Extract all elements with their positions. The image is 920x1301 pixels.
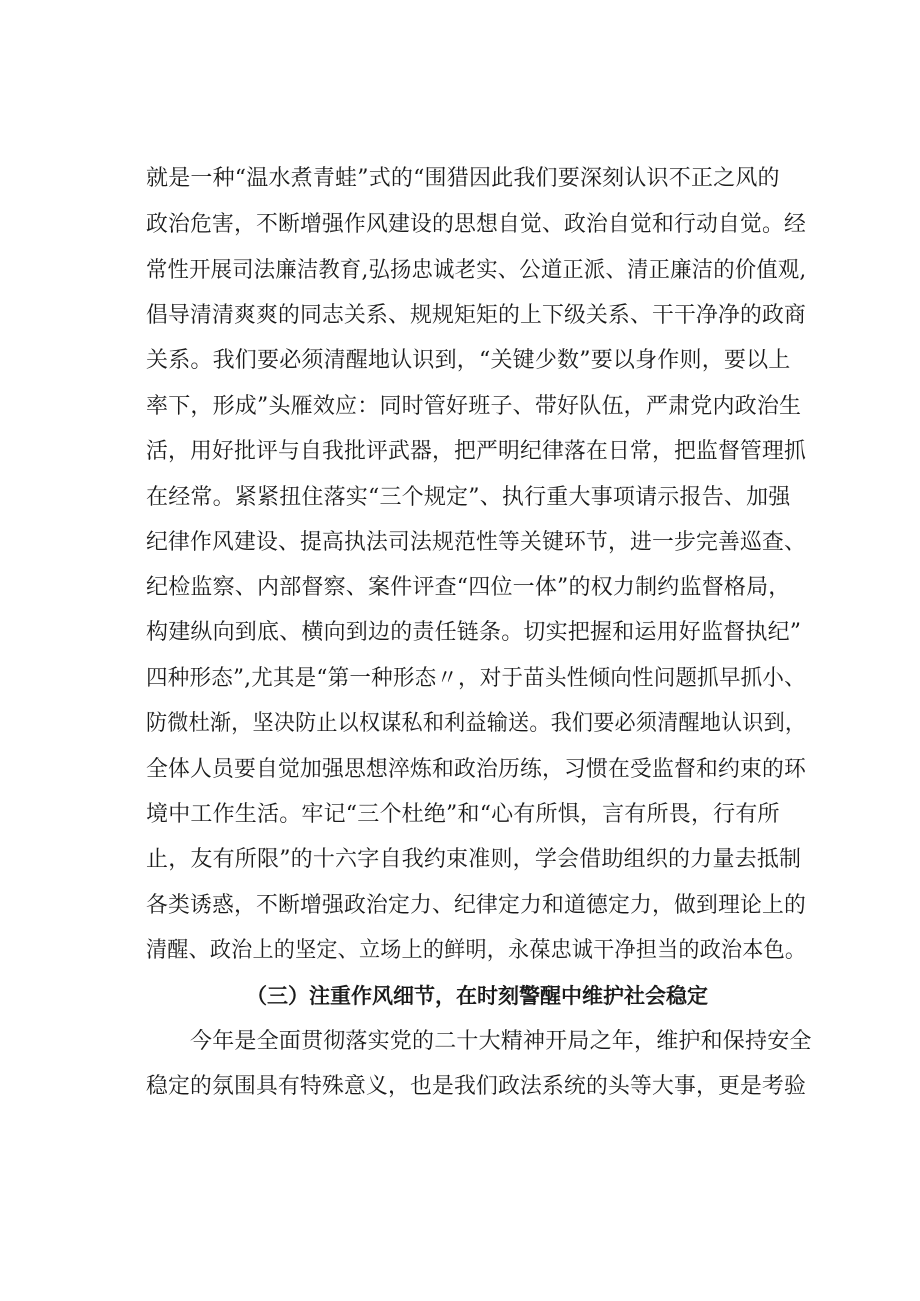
body-text-line: 防微杜渐，坚决防止以权谋私和利益输送。我们要必须清醒地认识到， [146, 711, 807, 736]
body-text-line: 境中工作生活。牢记“三个杜绝”和“心有所惧，言有所畏，行有所 [146, 802, 780, 827]
body-text-line: 常性开展司法廉洁教育,弘扬忠诚老实、公道正派、清正廉洁的价值观, [146, 258, 807, 283]
body-text-line: 各类诱惑，不断增强政治定力、纪律定力和道德定力，做到理论上的 [146, 893, 807, 918]
body-text-line: 倡导清清爽爽的同志关系、规规矩矩的上下级关系、干干净净的政商 [146, 303, 807, 328]
body-text-line: 清醒、政治上的坚定、立场上的鲜明，永葆忠诚干净担当的政治本色。 [146, 938, 807, 963]
body-text-line: 在经常。紧紧扭住落实“三个规定”、执行重大事项请示报告、加强 [146, 485, 791, 510]
body-text-line: 率下，形成”头雁效应：同时管好班子、带好队伍，严肃党内政治生 [146, 394, 802, 419]
body-text-line: 纪律作风建设、提高执法司法规范性等关键环节，进一步完善巡查、 [146, 530, 807, 555]
body-text-line: 就是一种“温水煮青蛙”式的“围猎因此我们要深刻认识不正之风的 [146, 166, 780, 191]
body-text-line: 全体人员要自觉加强思想淬炼和政治历练，习惯在受监督和约束的环 [146, 757, 807, 782]
body-text-line: 关系。我们要必须清醒地认识到，“关键少数”要以身作则，要以上 [146, 348, 791, 373]
body-text-line: 四种形态”,尤其是“第一种形态〃，对于苗头性倾向性问题抓早抓小、 [146, 666, 806, 691]
body-text-line: 今年是全面贯彻落实党的二十大精神开局之年，维护和保持安全 [190, 1029, 812, 1054]
body-text-line: 政治危害，不断增强作风建设的思想自觉、政治自觉和行动自觉。经 [146, 212, 807, 237]
body-text-line: 活，用好批评与自我批评武器，把严明纪律落在日常，把监督管理抓 [146, 439, 807, 464]
body-text-line: 稳定的氛围具有特殊意义，也是我们政法系统的头等大事，更是考验 [146, 1074, 807, 1099]
body-text-line: 止，友有所限”的十六字自我约束准则，学会借助组织的力量去抵制 [146, 847, 802, 872]
section-heading: （三）注重作风细节，在时刻警醒中维护社会稳定 [246, 984, 708, 1008]
body-text-line: 构建纵向到底、横向到边的责任链条。切实把握和运用好监督执纪” [146, 620, 802, 645]
body-text-line: 纪检监察、内部督察、案件评查“四位一体”的权力制约监督格局， [146, 575, 791, 600]
